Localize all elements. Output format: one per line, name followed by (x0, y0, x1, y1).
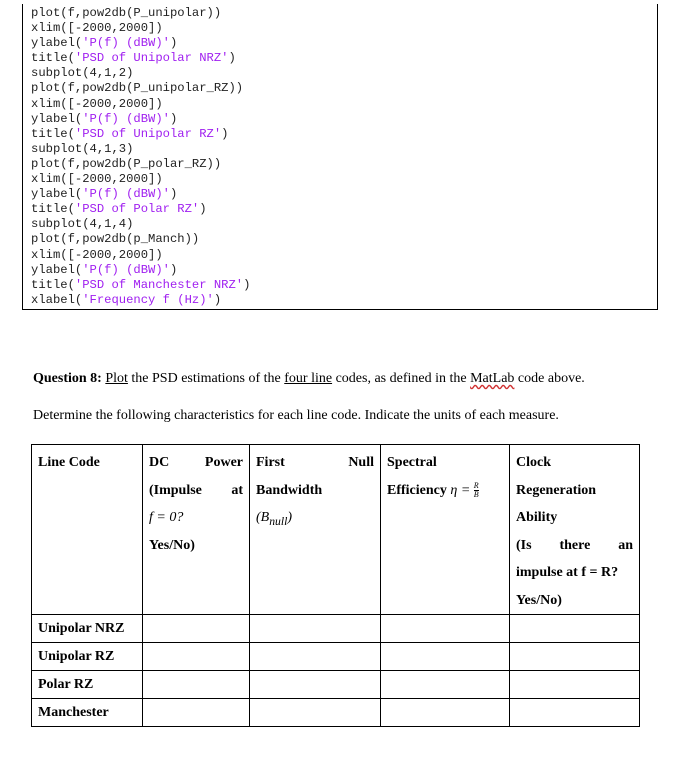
table-row (32, 643, 640, 671)
code-line: ylabel('P(f) (dBW)') (31, 262, 178, 277)
fraction-numerator: R (473, 480, 479, 490)
is-word: (Is (516, 537, 532, 553)
answer-cell[interactable] (381, 615, 510, 643)
answer-cell[interactable] (510, 615, 640, 643)
answer-cell[interactable] (510, 643, 640, 671)
an-word: an (618, 537, 633, 553)
impulse-word: (Impulse (149, 482, 202, 498)
code-line: plot(f,pow2db(P_polar_RZ)) (31, 156, 222, 171)
answer-cell[interactable] (381, 699, 510, 727)
answer-cell[interactable] (143, 699, 250, 727)
four-line-text: four line (284, 371, 333, 386)
first-word: First (256, 455, 285, 470)
code-line: ylabel('P(f) (dBW)') (31, 36, 178, 51)
code-line: plot(f,pow2db(P_unipolar)) (31, 6, 222, 20)
code-line: xlim([-2000,2000]) (31, 96, 163, 111)
regeneration-word: Regeneration (516, 482, 597, 498)
code-line: xlim([-2000,2000]) (31, 172, 163, 187)
row-label-polar-rz: Polar RZ (32, 671, 143, 699)
answer-cell[interactable] (381, 671, 510, 699)
row-label-manchester: Manchester (32, 699, 143, 727)
code-line: ylabel('P(f) (dBW)') (31, 111, 178, 126)
b-null-close: ) (287, 510, 293, 525)
line-code-header: Line Code (38, 455, 100, 470)
code-line: subplot(4,1,4) (31, 217, 134, 232)
answer-cell[interactable] (250, 643, 381, 671)
code-line: subplot(4,1,2) (31, 66, 134, 81)
at-word: at (231, 482, 243, 498)
there-word: there (559, 537, 591, 553)
question-text-c: code above. (514, 371, 585, 386)
table-row (32, 699, 640, 727)
ability-word: Ability (516, 510, 558, 525)
matlab-word: MatLab (470, 371, 515, 386)
header-spectral-efficiency (381, 445, 510, 615)
table-header-row (32, 445, 640, 615)
r-over-b-fraction (474, 482, 479, 499)
header-clock-regeneration (510, 445, 640, 615)
null-word: Null (348, 455, 374, 470)
table-row (32, 671, 640, 699)
plot-word: Plot (105, 371, 128, 386)
header-line-code (32, 445, 143, 615)
answer-cell[interactable] (250, 699, 381, 727)
header-dc-power (143, 445, 250, 615)
answer-cell[interactable] (510, 671, 640, 699)
answer-cell[interactable] (381, 643, 510, 671)
table-row (32, 615, 640, 643)
instruction-text: Determine the following characteristics for each line code. Indicate the units of each measure. (33, 408, 559, 423)
code-line: plot(f,pow2db(p_Manch)) (31, 232, 200, 247)
clock-word: Clock (516, 455, 551, 470)
code-line: title('PSD of Unipolar RZ') (31, 126, 229, 141)
code-line: title('PSD of Manchester NRZ') (31, 277, 251, 292)
yes-no-text: Yes/No) (149, 537, 195, 553)
question-8 (33, 371, 585, 387)
null-subscript: null (269, 514, 288, 528)
code-line: plot(f,pow2db(P_unipolar_RZ)) (31, 81, 244, 96)
row-label-unipolar-rz: Unipolar RZ (32, 643, 143, 671)
b-null-open: (B (256, 510, 270, 525)
row-label-unipolar-nrz: Unipolar NRZ (32, 615, 143, 643)
header-first-null (250, 445, 381, 615)
answer-cell[interactable] (510, 699, 640, 727)
spectral-word: Spectral (387, 455, 437, 470)
code-line: ylabel('P(f) (dBW)') (31, 187, 178, 202)
answer-cell[interactable] (250, 615, 381, 643)
code-line: subplot(4,1,3) (31, 141, 134, 156)
question-text-b: codes, as defined in the (332, 371, 471, 386)
answer-cell[interactable] (143, 643, 250, 671)
efficiency-word: Efficiency (387, 482, 451, 498)
f-zero-text: f = 0? (149, 510, 184, 525)
eta-symbol: η = (450, 482, 471, 498)
dc-word: DC (149, 455, 170, 470)
question-text-a: the PSD estimations of the (127, 371, 285, 386)
bandwidth-word: Bandwidth (256, 482, 323, 498)
clock-yes-no-text: Yes/No) (516, 592, 562, 608)
matlab-code-box (22, 4, 658, 310)
code-line: title('PSD of Polar RZ') (31, 202, 207, 217)
question-label: Question 8: (33, 371, 102, 386)
characteristics-table (31, 444, 640, 727)
answer-cell[interactable] (143, 671, 250, 699)
code-line: xlim([-2000,2000]) (31, 247, 163, 262)
fraction-denominator: B (473, 489, 479, 499)
answer-cell[interactable] (143, 615, 250, 643)
impulse-at-r-text: impulse at f = R? (516, 565, 619, 580)
code-line: xlabel('Frequency f (Hz)') (31, 292, 222, 307)
code-line: xlim([-2000,2000]) (31, 21, 163, 36)
code-line: title('PSD of Unipolar NRZ') (31, 51, 236, 66)
answer-cell[interactable] (250, 671, 381, 699)
power-word: Power (204, 455, 243, 470)
